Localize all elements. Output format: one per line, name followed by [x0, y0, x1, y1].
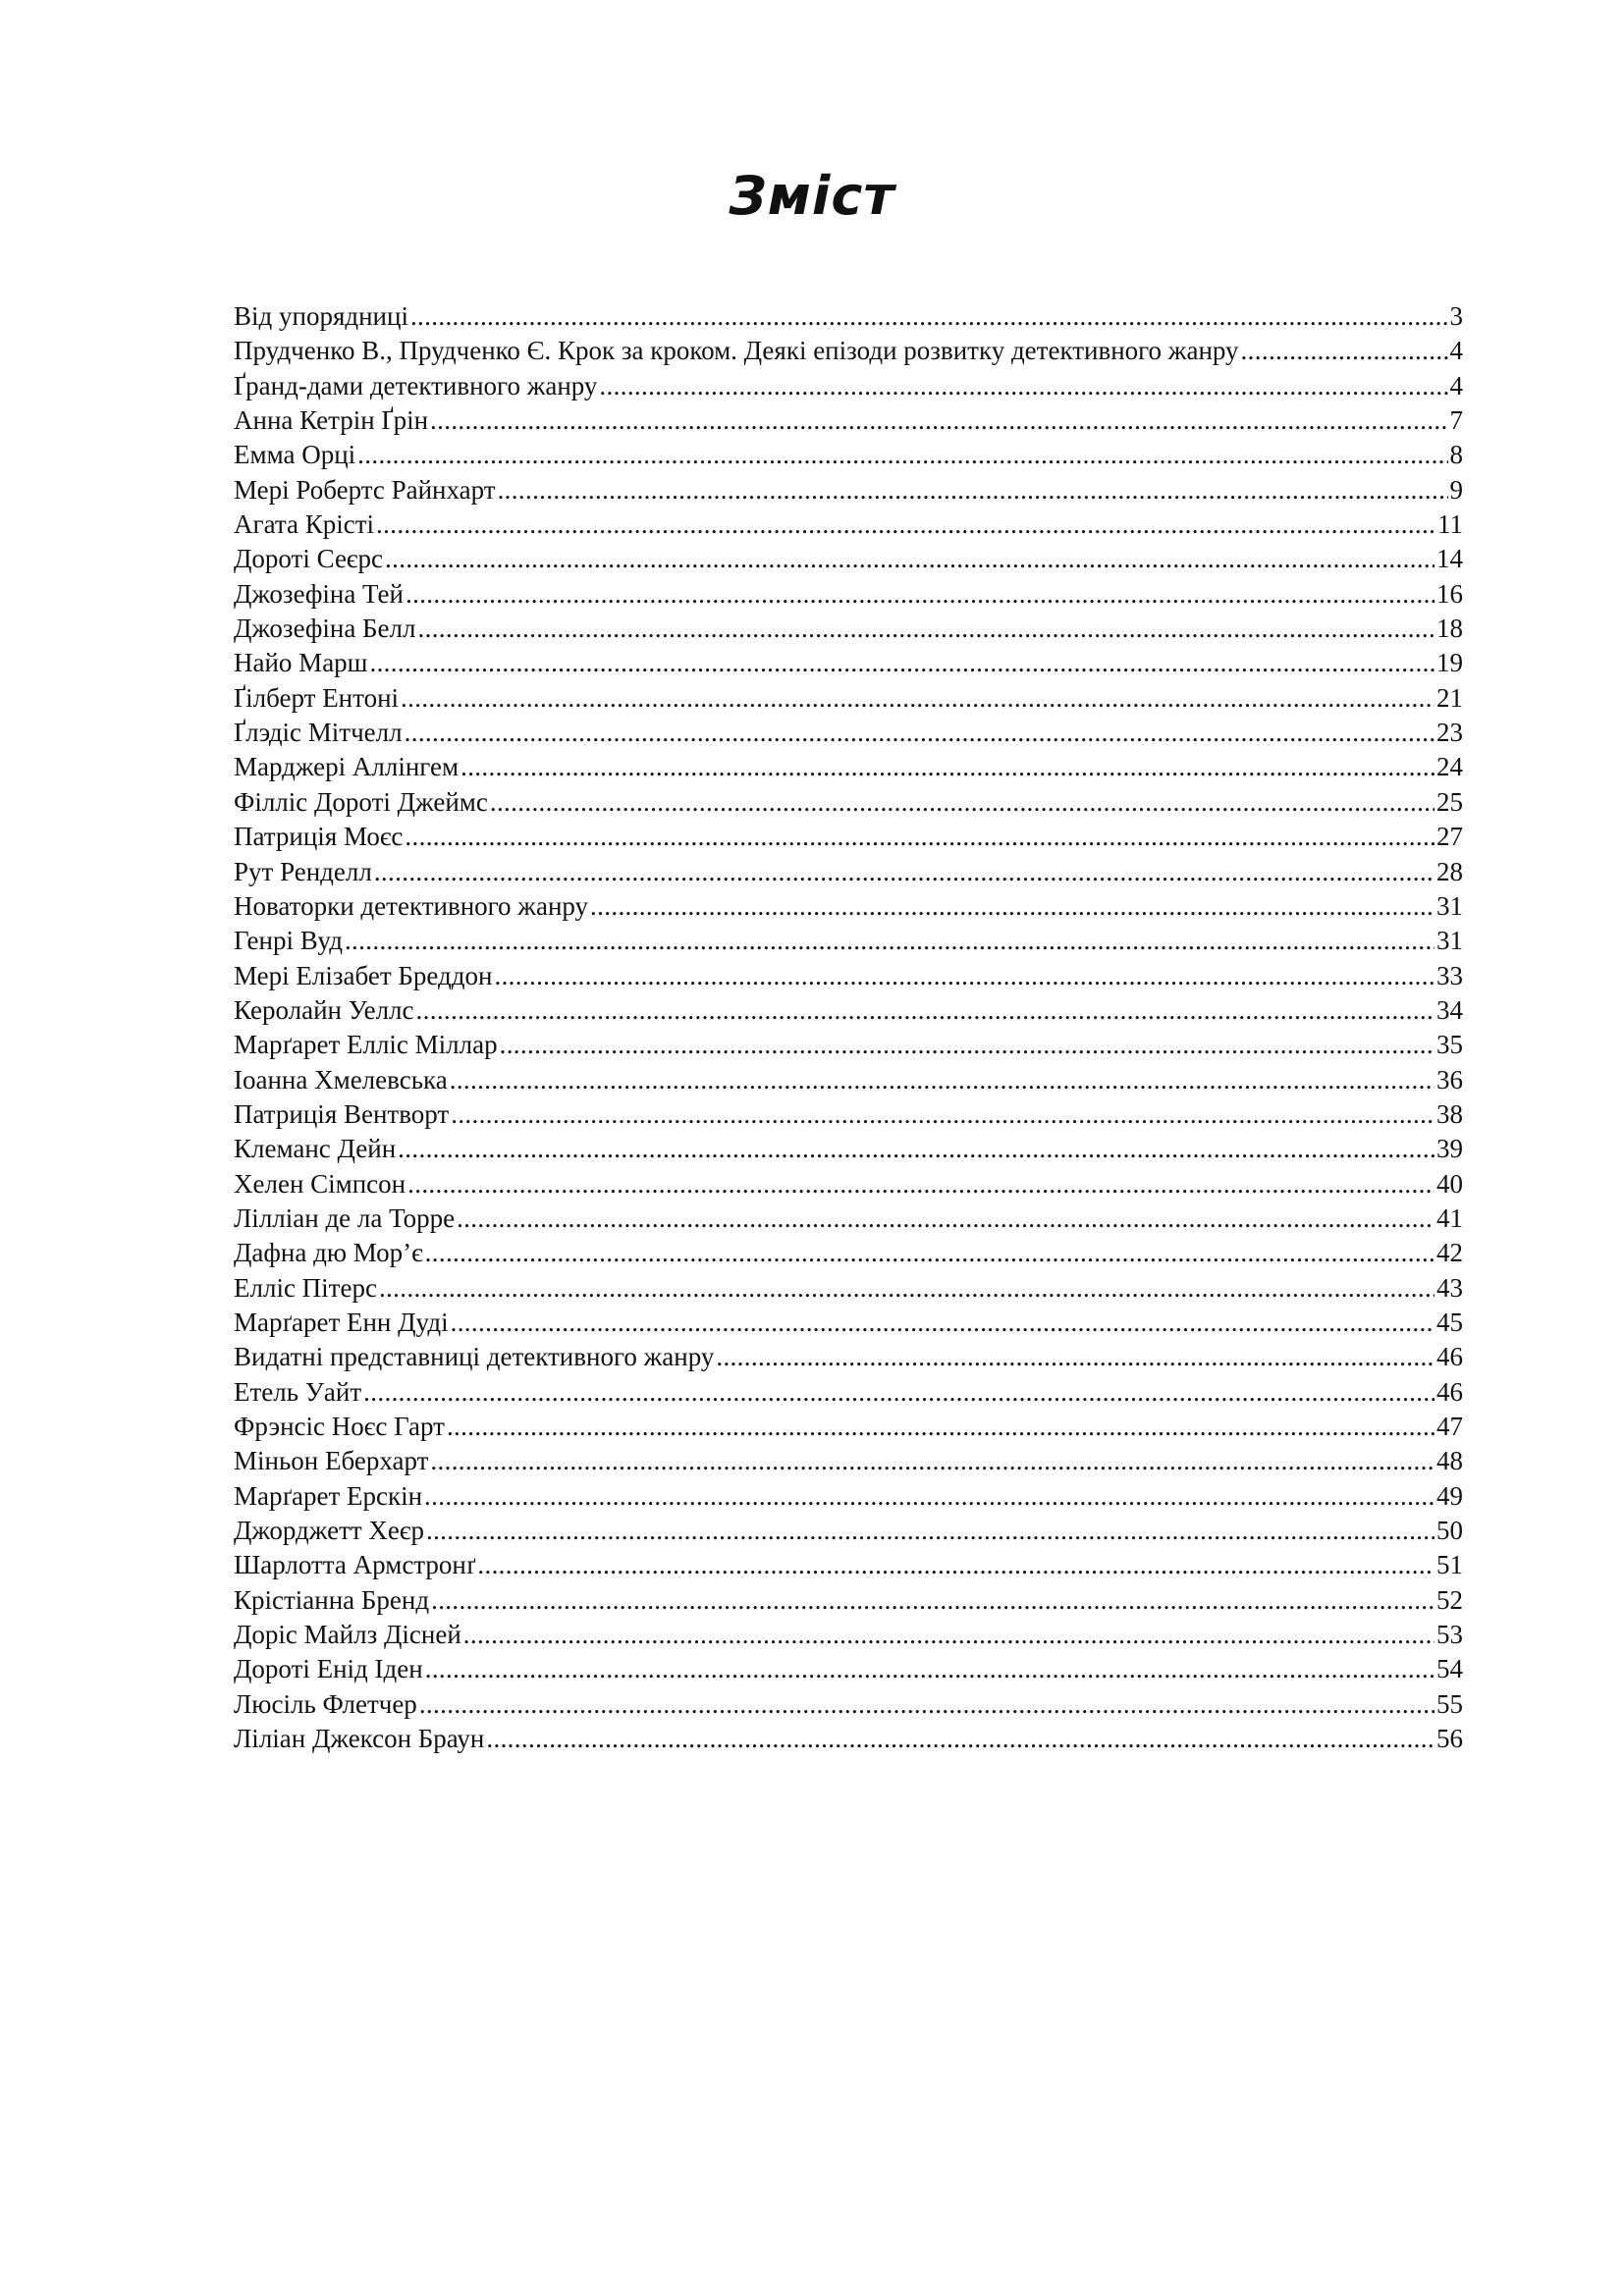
toc-entry-title: Генрі Вуд	[234, 926, 343, 956]
toc-dot-leader	[457, 1201, 1435, 1236]
toc-dot-leader	[460, 750, 1435, 784]
toc-entry	[234, 681, 1463, 716]
toc-entry-page: 56	[1436, 1724, 1463, 1754]
toc-entry	[234, 403, 1463, 438]
toc-entry	[234, 889, 1463, 924]
toc-entry	[234, 1028, 1463, 1062]
toc-entry-title: Доріс Майлз Дісней	[234, 1620, 461, 1650]
toc-entry	[234, 1514, 1463, 1548]
toc-entry-title: Дороті Енід Іден	[234, 1654, 423, 1684]
toc-dot-leader	[425, 1652, 1435, 1686]
toc-entry-page: 42	[1436, 1238, 1463, 1268]
toc-entry-title: Марґарет Енн Дуді	[234, 1307, 449, 1337]
toc-entry-title: Філліс Дороті Джеймс	[234, 786, 488, 817]
toc-entry-title: Лілліан де ла Торре	[234, 1202, 456, 1233]
toc-entry	[234, 1410, 1463, 1444]
toc-dot-leader	[424, 1479, 1435, 1514]
toc-entry	[234, 612, 1463, 646]
toc-entry	[234, 299, 1463, 334]
toc-dot-leader	[363, 1375, 1435, 1410]
toc-entry	[234, 473, 1463, 507]
toc-entry-page: 23	[1436, 718, 1463, 748]
toc-entry-title: Патриція Вентворт	[234, 1098, 450, 1129]
toc-entry-title: Марґарет Ерскін	[234, 1480, 423, 1511]
toc-dot-leader	[430, 1444, 1435, 1478]
toc-entry	[234, 1306, 1463, 1340]
toc-entry-title: Джорджетт Хеєр	[234, 1516, 424, 1546]
toc-entry-page: 34	[1436, 994, 1463, 1025]
toc-dot-leader	[590, 889, 1435, 924]
toc-entry-title: Емма Орці	[234, 440, 356, 470]
toc-entry-title: Найо Марш	[234, 648, 368, 678]
toc-dot-leader	[430, 403, 1447, 438]
toc-entry	[234, 855, 1463, 889]
toc-entry-title: Крістіанна Бренд	[234, 1584, 430, 1615]
toc-dot-leader	[716, 1340, 1435, 1374]
toc-entry-page: 31	[1436, 926, 1463, 956]
toc-dot-leader	[418, 612, 1435, 646]
toc-entry-page: 46	[1436, 1342, 1463, 1372]
toc-entry	[234, 334, 1463, 368]
toc-entry-page: 25	[1436, 786, 1463, 817]
toc-dot-leader	[357, 438, 1447, 472]
toc-entry-page: 54	[1436, 1654, 1463, 1684]
toc-entry-page: 39	[1436, 1134, 1463, 1164]
toc-entry-title: Іоанна Хмелевська	[234, 1064, 448, 1095]
toc-dot-leader	[369, 646, 1435, 680]
toc-dot-leader	[477, 1548, 1435, 1582]
toc-entry-title: Керолайн Уеллс	[234, 994, 414, 1025]
toc-dot-leader	[500, 1028, 1435, 1062]
toc-entry-page: 47	[1436, 1412, 1463, 1441]
toc-entry-page: 33	[1436, 960, 1463, 990]
toc-entry	[234, 716, 1463, 750]
toc-entry-page: 21	[1436, 682, 1463, 713]
toc-entry	[234, 438, 1463, 472]
toc-entry	[234, 1722, 1463, 1756]
page-title: Зміст	[729, 165, 895, 227]
toc-entry	[234, 750, 1463, 784]
toc-entry	[234, 785, 1463, 820]
toc-entry-page: 28	[1436, 856, 1463, 886]
toc-dot-leader	[385, 542, 1435, 576]
toc-entry	[234, 1479, 1463, 1514]
toc-dot-leader	[451, 1097, 1435, 1132]
toc-entry-page: 27	[1436, 822, 1463, 852]
toc-entry-title: Шарлотта Армстронґ	[234, 1550, 476, 1580]
toc-entry-page: 31	[1436, 890, 1463, 921]
toc-dot-leader	[425, 1236, 1435, 1270]
toc-dot-leader	[376, 507, 1435, 542]
toc-entry-page: 24	[1436, 752, 1463, 782]
toc-entry-page: 36	[1436, 1064, 1463, 1095]
toc-entry-title: Мері Елізабет Бреддон	[234, 960, 493, 990]
toc-entry-page: 43	[1436, 1272, 1463, 1303]
toc-dot-leader	[374, 855, 1435, 889]
toc-entry-page: 11	[1437, 509, 1463, 540]
toc-entry-page: 38	[1436, 1098, 1463, 1129]
toc-entry-title: Анна Кетрін Ґрін	[234, 405, 429, 436]
toc-entry	[234, 924, 1463, 958]
toc-entry	[234, 1097, 1463, 1132]
toc-entry	[234, 959, 1463, 993]
toc-entry	[234, 577, 1463, 612]
toc-dot-leader	[416, 993, 1435, 1028]
toc-entry-page: 45	[1436, 1307, 1463, 1337]
toc-dot-leader	[450, 1063, 1435, 1097]
toc-entry	[234, 1618, 1463, 1652]
toc-entry-page: 53	[1436, 1620, 1463, 1650]
toc-entry	[234, 1583, 1463, 1618]
toc-entry	[234, 1687, 1463, 1722]
toc-entry	[234, 1236, 1463, 1270]
toc-entry	[234, 1132, 1463, 1166]
toc-entry	[234, 1444, 1463, 1478]
toc-entry	[234, 1375, 1463, 1410]
toc-entry-page: 14	[1436, 544, 1463, 574]
toc-entry	[234, 1167, 1463, 1201]
toc-entry-title: Прудченко В., Прудченко Є. Крок за кроком. Деякі епізоди розвитку детективного жанру	[234, 336, 1239, 366]
toc-entry	[234, 1548, 1463, 1582]
toc-entry-title: Мері Робертс Райнхарт	[234, 474, 496, 505]
toc-entry-title: Дафна дю Мор’є	[234, 1238, 423, 1268]
toc-entry	[234, 820, 1463, 854]
toc-dot-leader	[401, 681, 1435, 716]
toc-entry-title: Хелен Сімпсон	[234, 1168, 406, 1199]
toc-entry-title: Ліліан Джексон Браун	[234, 1724, 485, 1754]
toc-dot-leader	[494, 959, 1435, 993]
toc-dot-leader	[379, 1271, 1435, 1306]
toc-entry	[234, 1201, 1463, 1236]
toc-dot-leader	[463, 1618, 1435, 1652]
toc-entry-page: 9	[1449, 474, 1463, 505]
toc-entry-title: Марґарет Елліс Міллар	[234, 1030, 498, 1060]
toc-entry-title: Ґілберт Ентоні	[234, 682, 400, 713]
toc-entry-page: 49	[1436, 1480, 1463, 1511]
toc-entry-title: Новаторки детективного жанру	[234, 890, 589, 921]
toc-entry-page: 8	[1449, 440, 1463, 470]
toc-entry-page: 3	[1449, 301, 1463, 331]
toc-dot-leader	[1241, 334, 1448, 368]
toc-entry-page: 48	[1436, 1446, 1463, 1476]
toc-entry-title: Видатні представниці детективного жанру	[234, 1342, 715, 1372]
toc-dot-leader	[599, 369, 1447, 403]
toc-entry-title: Джозефіна Белл	[234, 614, 416, 644]
toc-entry-page: 40	[1436, 1168, 1463, 1199]
toc-entry-page: 4	[1449, 370, 1463, 400]
toc-entry-page: 50	[1436, 1516, 1463, 1546]
toc-entry-page: 7	[1449, 405, 1463, 436]
toc-entry-page: 19	[1436, 648, 1463, 678]
toc-entry-page: 51	[1436, 1550, 1463, 1580]
toc-entry-page: 4	[1449, 336, 1463, 366]
toc-entry	[234, 646, 1463, 680]
toc-entry-page: 41	[1436, 1202, 1463, 1233]
toc-entry	[234, 1652, 1463, 1686]
toc-entry-title: Ґранд-дами детективного жанру	[234, 370, 598, 400]
toc-entry	[234, 369, 1463, 403]
toc-entry-title: Фрэнсіс Ноєс Гарт	[234, 1412, 445, 1441]
toc-entry	[234, 507, 1463, 542]
toc-dot-leader	[451, 1306, 1435, 1340]
toc-entry-title: Ґлэдіс Мітчелл	[234, 718, 403, 748]
toc-dot-leader	[426, 1514, 1435, 1548]
toc-entry-title: Від упорядниці	[234, 301, 408, 331]
toc-dot-leader	[490, 785, 1435, 820]
toc-dot-leader	[405, 716, 1435, 750]
toc-dot-leader	[407, 1167, 1435, 1201]
toc-entry-page: 52	[1436, 1584, 1463, 1615]
toc-entry	[234, 993, 1463, 1028]
toc-entry-title: Етель Уайт	[234, 1376, 362, 1407]
toc-dot-leader	[498, 473, 1448, 507]
toc-entry-title: Рут Ренделл	[234, 856, 372, 886]
toc-entry-title: Патриція Моєс	[234, 822, 404, 852]
toc-dot-leader	[398, 1132, 1435, 1166]
toc-entry-page: 35	[1436, 1030, 1463, 1060]
toc-dot-leader	[410, 299, 1448, 334]
toc-entry	[234, 1063, 1463, 1097]
toc-entry-title: Міньон Еберхарт	[234, 1446, 429, 1476]
toc-entry	[234, 1340, 1463, 1374]
toc-entry-page: 18	[1436, 614, 1463, 644]
toc-entry-title: Джозефіна Тей	[234, 578, 404, 609]
toc-dot-leader	[447, 1410, 1435, 1444]
toc-entry-page: 55	[1436, 1688, 1463, 1719]
toc-entry	[234, 542, 1463, 576]
toc-entry-title: Марджері Аллінгем	[234, 752, 460, 782]
toc-entry-title: Дороті Сеєрс	[234, 544, 384, 574]
toc-dot-leader	[345, 924, 1435, 958]
toc-entry-page: 16	[1436, 578, 1463, 609]
toc-dot-leader	[486, 1722, 1435, 1756]
toc-dot-leader	[405, 820, 1435, 854]
toc-entry	[234, 1271, 1463, 1306]
toc-dot-leader	[431, 1583, 1435, 1618]
toc-entry-title: Агата Крісті	[234, 509, 375, 540]
toc-dot-leader	[406, 577, 1435, 612]
toc-entry-title: Елліс Пітерс	[234, 1272, 377, 1303]
toc-entry-title: Клеманс Дейн	[234, 1134, 397, 1164]
toc-entry-page: 46	[1436, 1376, 1463, 1407]
table-of-contents	[234, 299, 1463, 1756]
toc-entry-title: Люсіль Флетчер	[234, 1688, 417, 1719]
toc-dot-leader	[419, 1687, 1435, 1722]
